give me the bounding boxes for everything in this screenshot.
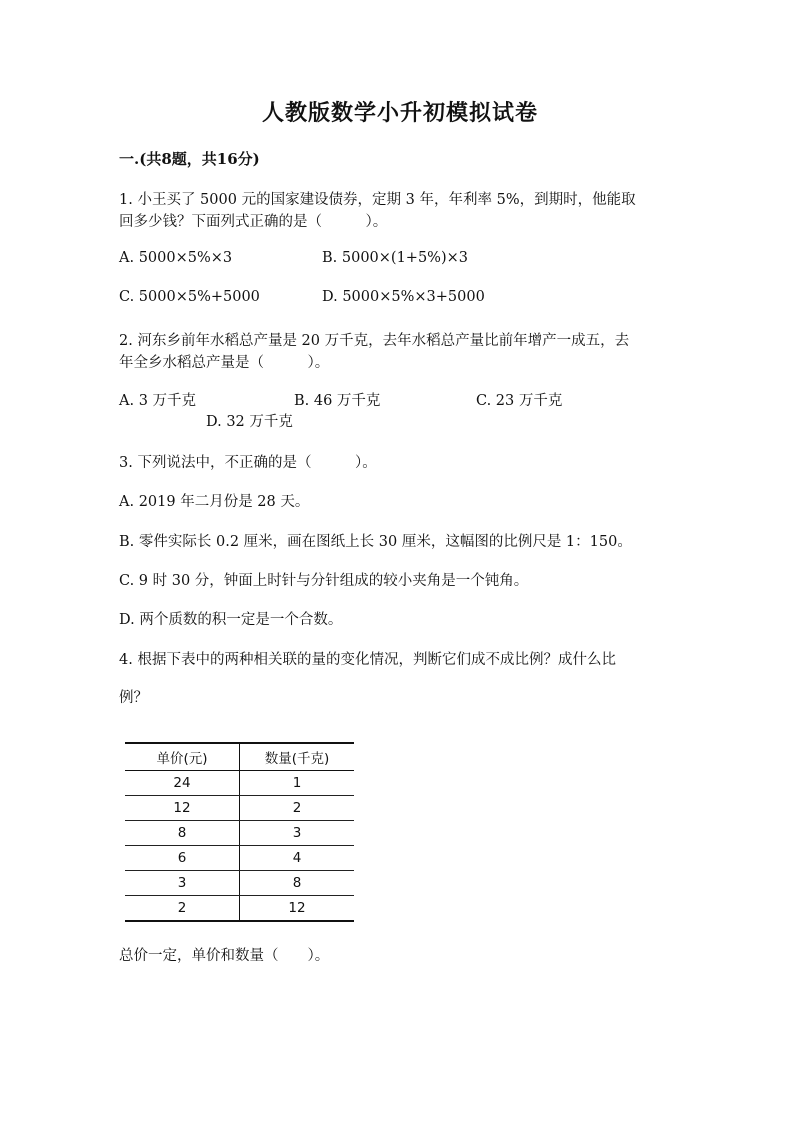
table-cell: 2 <box>125 896 240 922</box>
question-3-option-b: B. 零件实际长 0.2 厘米，画在图纸上长 30 厘米，这幅图的比例尺是 1：150。 <box>119 534 632 550</box>
table-cell: 2 <box>240 796 355 821</box>
question-3-option-d: D. 两个质数的积一定是一个合数。 <box>119 612 343 628</box>
price-quantity-table <box>125 742 354 922</box>
question-1-line-2: 回多少钱？下面列式正确的是（ ）。 <box>119 214 388 230</box>
table-row <box>125 871 354 896</box>
table-row <box>125 771 354 796</box>
table-cell: 24 <box>125 771 240 796</box>
question-2-line-1: 2. 河东乡前年水稻总产量是 20 万千克，去年水稻总产量比前年增产一成五，去 <box>119 333 630 349</box>
table-header-row <box>125 743 354 771</box>
question-1-option-a: A. 5000×5%×3 <box>119 250 233 266</box>
question-4-footer: 总价一定，单价和数量（ ）。 <box>119 948 330 964</box>
question-3-option-c: C. 9 时 30 分，钟面上时针与分针组成的较小夹角是一个钝角。 <box>119 573 529 589</box>
table-header-unit-price: 单价(元) <box>125 743 240 771</box>
question-4-line-2: 例？ <box>119 690 148 706</box>
question-1-option-c: C. 5000×5%+5000 <box>119 289 260 305</box>
question-1-line-1: 1. 小王买了 5000 元的国家建设债券，定期 3 年，年利率 5%，到期时，他能取 <box>119 192 636 208</box>
question-3-line-1: 3. 下列说法中，不正确的是（ ）。 <box>119 455 377 471</box>
question-1-option-d: D. 5000×5%×3+5000 <box>322 289 485 305</box>
table-row <box>125 846 354 871</box>
question-2-option-d: D. 32 万千克 <box>206 414 293 430</box>
table-cell: 1 <box>240 771 355 796</box>
table-cell: 3 <box>240 821 355 846</box>
table-cell: 3 <box>125 871 240 896</box>
table-header-quantity: 数量(千克) <box>240 743 355 771</box>
section-heading: 一.(共8题，共16分) <box>119 150 260 168</box>
question-1-option-b: B. 5000×(1+5%)×3 <box>322 250 468 266</box>
table-cell: 12 <box>125 796 240 821</box>
table-cell: 8 <box>125 821 240 846</box>
table-cell: 6 <box>125 846 240 871</box>
table-cell: 12 <box>240 896 355 922</box>
page-title: 人教版数学小升初模拟试卷 <box>261 100 538 126</box>
table-cell: 8 <box>240 871 355 896</box>
question-3-option-a: A. 2019 年二月份是 28 天。 <box>119 494 310 510</box>
table-row <box>125 821 354 846</box>
question-2-option-b: B. 46 万千克 <box>294 393 381 409</box>
question-2-line-2: 年全乡水稻总产量是（ ）。 <box>119 355 330 371</box>
question-4-line-1: 4. 根据下表中的两种相关联的量的变化情况，判断它们成不成比例？成什么比 <box>119 652 616 668</box>
question-2-option-a: A. 3 万千克 <box>119 393 197 409</box>
table-row <box>125 796 354 821</box>
table-cell: 4 <box>240 846 355 871</box>
table-row <box>125 896 354 922</box>
question-2-option-c: C. 23 万千克 <box>476 393 563 409</box>
